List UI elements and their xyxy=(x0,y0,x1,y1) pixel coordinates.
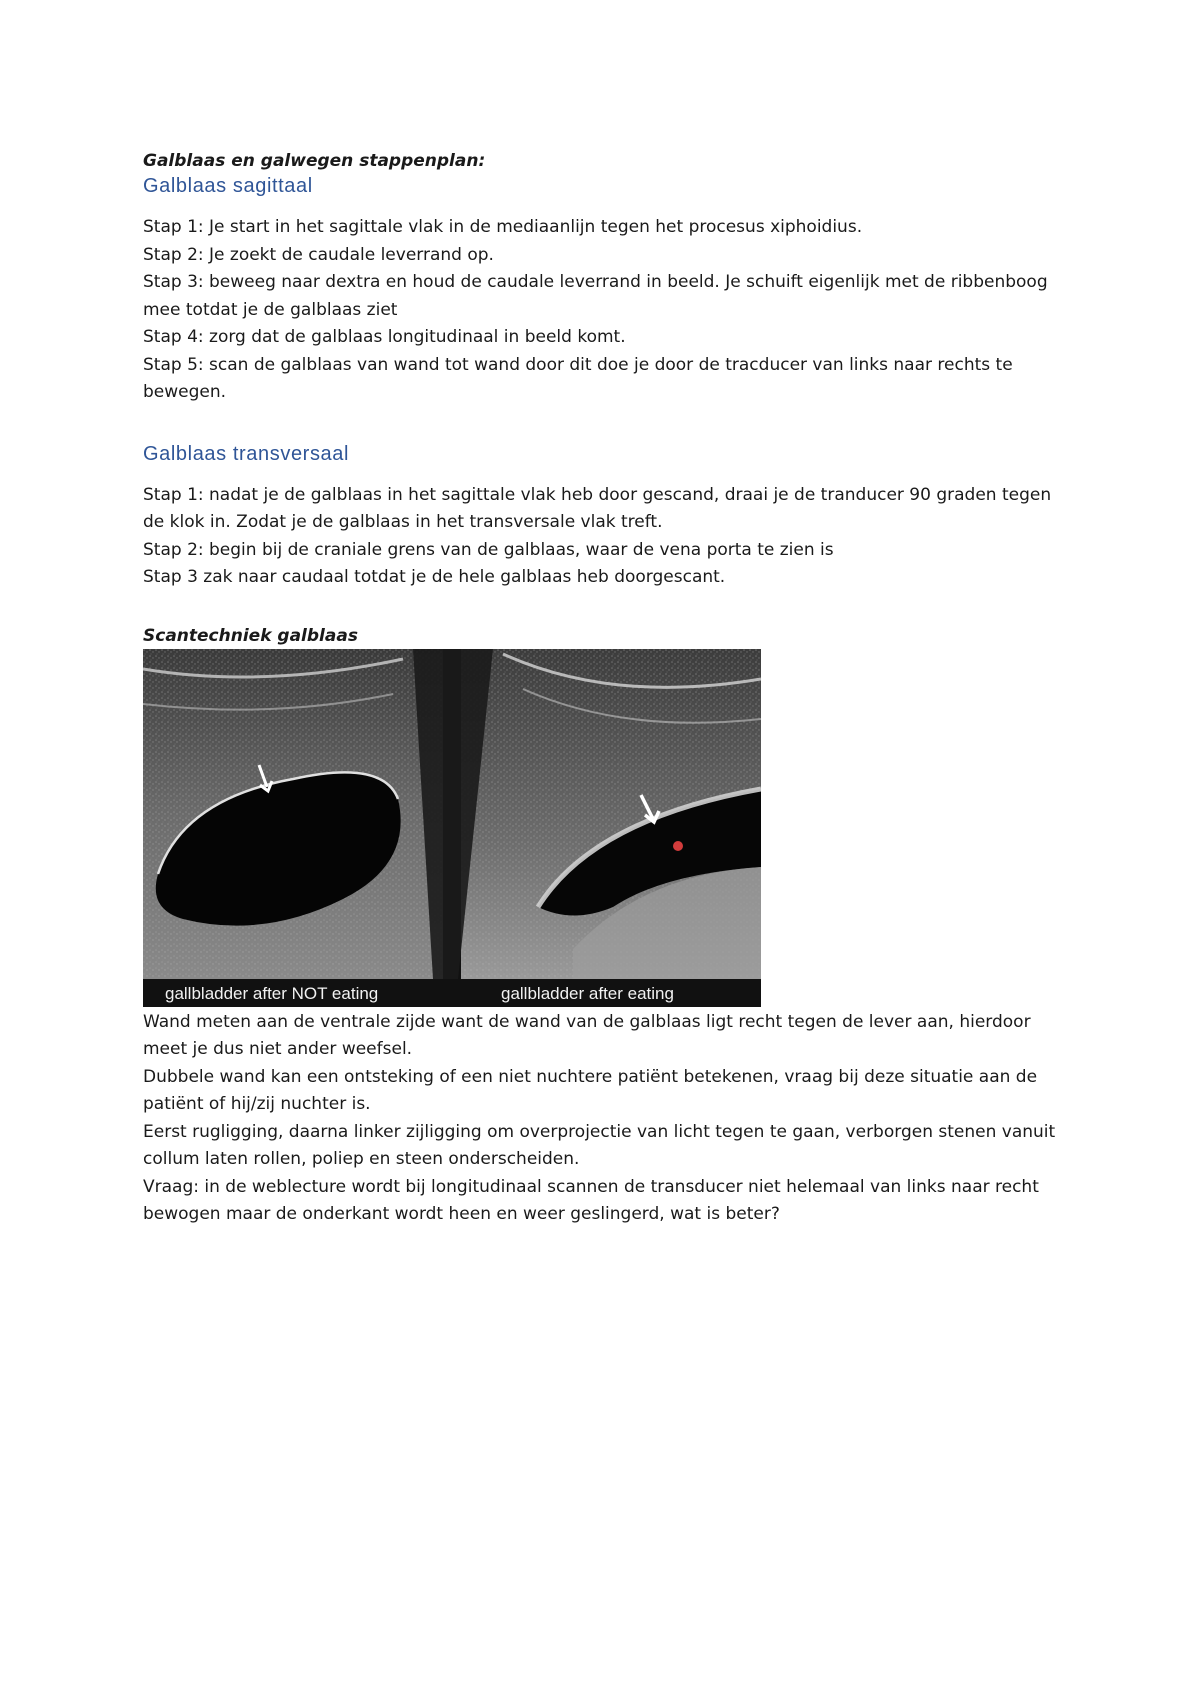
step-item: Stap 3 zak naar caudaal totdat je de hele galblaas heb doorgescant. xyxy=(143,567,726,587)
scan-technique-heading: Scantechniek galblaas xyxy=(143,625,358,646)
section-heading-sagittaal: Galblaas sagittaal xyxy=(143,175,313,197)
note-item: Wand meten aan de ventrale zijde want de wand van de galblaas ligt recht tegen de lever aan, hierdoor meet je dus niet ander weefsel. xyxy=(143,1011,1031,1059)
steps-list-sagittaal xyxy=(143,214,1073,407)
steps-list-transversaal xyxy=(143,482,1073,592)
note-item: Eerst rugligging, daarna linker zijligging om overprojectie van licht tegen te gaan, verborgen stenen vanuit collum laten rollen, poliep en steen onderscheiden. xyxy=(143,1121,1056,1169)
notes-list xyxy=(143,1009,1073,1229)
step-item: Stap 4: zorg dat de galblaas longitudinaal in beeld komt. xyxy=(143,327,626,347)
document-title: Galblaas en galwegen stappenplan: xyxy=(143,151,486,171)
caption-after-eating: gallbladder after eating xyxy=(501,983,674,1003)
document-page xyxy=(143,150,1073,1229)
caption-not-eating: gallbladder after NOT eating xyxy=(165,983,379,1003)
step-item: Stap 5: scan de galblaas van wand tot wand door dit doe je door de tracducer van links naar rechts te bewegen. xyxy=(143,354,1013,402)
note-item: Dubbele wand kan een ontsteking of een niet nuchtere patiënt betekenen, vraag bij deze situatie aan de patiënt of hij/zij nuchter is. xyxy=(143,1066,1038,1114)
note-item: Vraag: in de weblecture wordt bij longitudinaal scannen de transducer niet helemaal van links naar recht bewogen maar de onderkant wordt heen en weer geslingerd, wat is beter? xyxy=(143,1176,1039,1224)
ultrasound-illustration xyxy=(143,649,761,1007)
step-item: Stap 2: begin bij de craniale grens van de galblaas, waar de vena porta te zien is xyxy=(143,539,834,560)
step-item: Stap 1: Je start in het sagittale vlak in de mediaanlijn tegen het procesus xiphoidius. xyxy=(143,217,863,237)
section-heading-transversaal: Galblaas transversaal xyxy=(143,442,350,465)
step-item: Stap 1: nadat je de galblaas in het sagittale vlak heb door gescand, draai je de tranducer 90 graden tegen de klok in. Zodat je de galblaas in het transversale vlak treft. xyxy=(143,484,1052,532)
step-item: Stap 3: beweeg naar dextra en houd de caudale leverrand in beeld. Je schuift eigenlijk met de ribbenboog mee totdat je de galblaas ziet xyxy=(143,272,1048,320)
step-item: Stap 2: Je zoekt de caudale leverrand op. xyxy=(143,244,494,265)
ultrasound-image xyxy=(143,649,761,1007)
